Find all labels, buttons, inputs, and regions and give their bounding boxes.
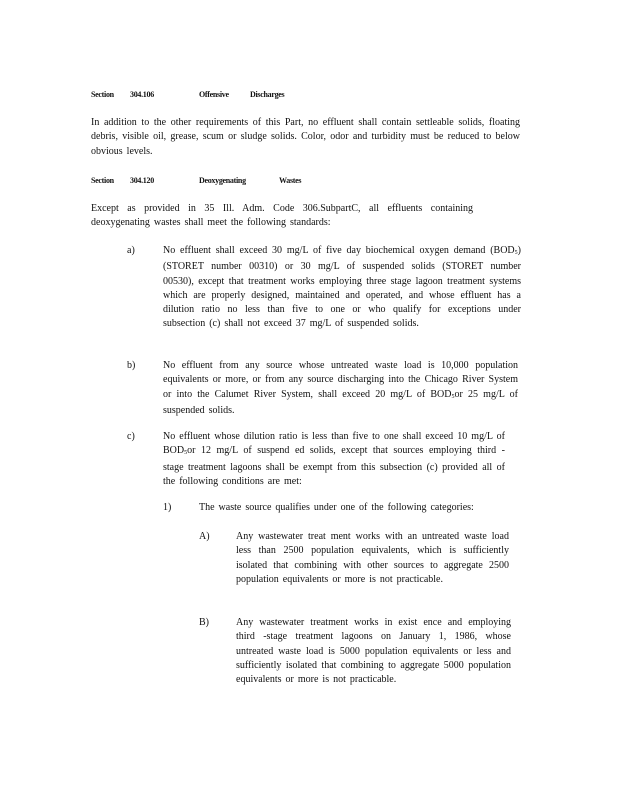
section-heading-304-106 bbox=[91, 90, 284, 99]
subitem-label-B: B) bbox=[199, 617, 209, 628]
section-title-word: Wastes bbox=[279, 176, 302, 185]
item-a-text-part: ) (STORET number 00310) or 30 mg/L of suspended solids (STORET number 00530), except that treatment works employing three stage lagoon treatment systems which are properly designed, maintained and operated, and whose effluent has a dilution ratio no less than five to one or who qualify for exceptions under subsection (c) shall not exceed 37 mg/L of suspended solids. bbox=[163, 245, 521, 330]
item-label-b: b) bbox=[127, 360, 136, 371]
subscript: 5 bbox=[514, 250, 518, 256]
subitem-B-text: Any wastewater treatment works in exist ence and employing third -stage treatment lagoons on January 1, 1986, whose untreated waste load is 5000 population equivalents or less and sufficiently isolated that combining to aggregate 5000 population equivalents or more is not practicable. bbox=[236, 617, 511, 686]
subscript: 5 bbox=[451, 393, 455, 400]
item-b-text bbox=[163, 359, 518, 418]
section-number: 304.120 bbox=[130, 176, 154, 185]
item-b-text-part: No effluent from any source whose untreated waste load is 10,000 population equivalents or more, or from any source discharging into the Chicago River System or into the Calumet River System, shall exceed 20 mg/L of BOD bbox=[163, 360, 518, 400]
item-b-text-part: or 25 mg/L of suspended solids. bbox=[163, 388, 518, 416]
section-label: Section bbox=[91, 176, 114, 185]
section-number: 304.106 bbox=[130, 90, 154, 99]
subitem-A-text: Any wastewater treat ment works with an untreated waste load less than 2500 population equivalents, which is sufficiently isolated that combining with other sources to aggregate 2500 population equivalents or more is not practicable. bbox=[236, 531, 509, 585]
item-label-a: a) bbox=[127, 245, 135, 256]
section-title-word: Deoxygenating bbox=[199, 176, 246, 185]
subscript: 5 bbox=[184, 450, 188, 457]
subitem-label-A: A) bbox=[199, 531, 210, 542]
section-label: Section bbox=[91, 90, 114, 99]
item-c-text-part: or 12 mg/L of suspend ed solids, except that sources employing third -stage treatment lagoons shall be exempt from this subsection (c) provided all of the following conditions are met: bbox=[163, 445, 505, 487]
section-title-word: Offensive bbox=[199, 90, 229, 99]
item-a-text-part: No effluent shall exceed 30 mg/L of five day biochemical oxygen demand (BOD bbox=[163, 245, 515, 256]
section-heading-304-120 bbox=[91, 176, 301, 185]
subitem-label-1: 1) bbox=[163, 502, 172, 513]
item-c-text-part: No effluent whose dilution ratio is less than five to one shall exceed 10 mg/L of BOD bbox=[163, 431, 505, 457]
section-304-120-paragraph: Except as provided in 35 Ill. Adm. Code 306.SubpartC, all effluents containing deoxygenating wastes shall meet the following standards: bbox=[91, 203, 473, 229]
item-c-text bbox=[163, 430, 505, 489]
item-label-c: c) bbox=[127, 431, 135, 442]
subitem-1-text: The waste source qualifies under one of the following categories: bbox=[199, 502, 474, 513]
item-a-text bbox=[163, 244, 521, 332]
intro-paragraph: In addition to the other requirements of this Part, no effluent shall contain settleable solids, floating debris, visible oil, grease, scum or sludge solids. Color, odor and turbidity must be reduced to below obvious levels. bbox=[91, 117, 520, 157]
section-title-word: Discharges bbox=[250, 90, 285, 99]
